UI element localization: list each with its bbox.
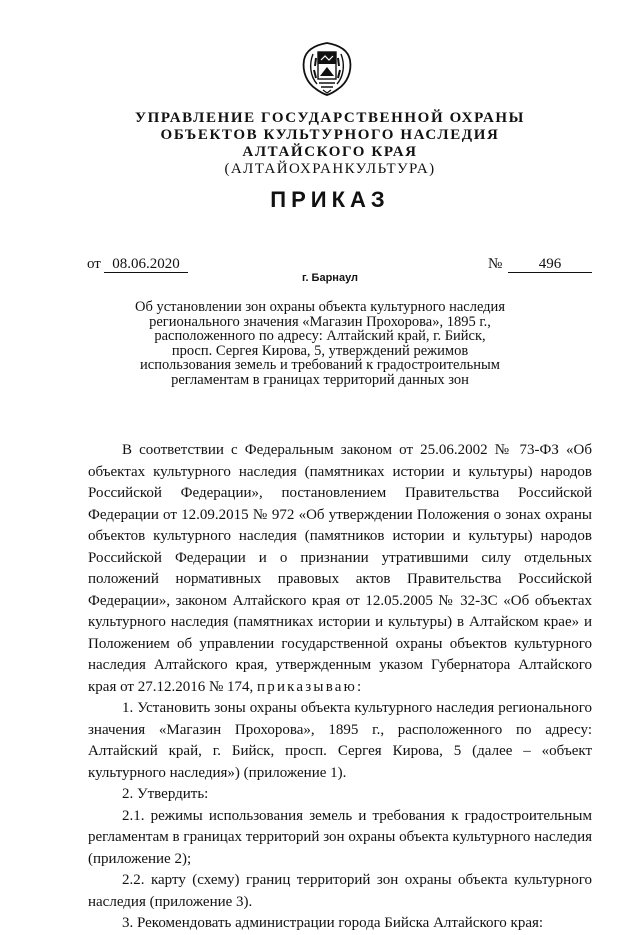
subject-line: использования земель и требований к градостроительным	[140, 357, 500, 374]
subject-line: расположенного по адресу: Алтайский край, г. Бийск,	[154, 328, 486, 345]
order-item: 2. Утвердить:	[122, 786, 209, 802]
order-item: 3. Рекомендовать администрации города Бийска Алтайского края:	[122, 915, 544, 931]
org-name-line-2: ОБЪЕКТОВ КУЛЬТУРНОГО НАСЛЕДИЯ	[160, 127, 500, 143]
coat-of-arms-icon	[299, 40, 355, 96]
date-prefix: от	[87, 256, 101, 272]
city-name: г. Барнаул	[301, 272, 359, 284]
order-item: 1. Установить зоны охраны объекта культурного наследия регионального значения «Магазин Прохорова», 1895 г., расположенного по адресу: Алтайский край, г. Бийск, просп. Сергея Кирова, 5 (далее – «объект культурного наследия») (приложение 1).	[88, 700, 592, 781]
subject-line: просп. Сергея Кирова, 5, утверждений режимов	[171, 342, 469, 359]
subject-line: регламентам в границах территорий данных зон	[171, 371, 469, 388]
document-body	[88, 440, 592, 935]
org-name-line-1: УПРАВЛЕНИЕ ГОСУДАРСТВЕННОЙ ОХРАНЫ	[135, 110, 525, 126]
org-abbreviation: (АЛТАЙОХРАНКУЛЬТУРА)	[224, 161, 436, 177]
order-item: 2.2. карту (схему) границ территорий зон охраны объекта культурного наследия (приложение 3).	[88, 872, 592, 910]
document-type-title: ПРИКАЗ	[270, 187, 390, 212]
subject-line: Об установлении зон охраны объекта культурного наследия	[135, 299, 505, 315]
order-word: приказываю:	[257, 678, 364, 695]
document-date: 08.06.2020	[104, 256, 188, 273]
document-subject	[90, 300, 550, 388]
org-name-line-3: АЛТАЙСКОГО КРАЯ	[242, 144, 418, 160]
document-number: 496	[508, 256, 592, 273]
order-item: 2.1. режимы использования земель и требования к градостроительным регламентам в границах территорий зон охраны объекта культурного наследия (приложение 2);	[88, 807, 592, 867]
subject-line: регионального значения «Магазин Прохорова», 1895 г.,	[149, 313, 491, 330]
number-prefix: №	[488, 256, 503, 272]
preamble-text: В соответствии с Федеральным законом от 25.06.2002 № 73-ФЗ «Об объектах культурного наследия (памятниках истории и культуры) народов Российской Федерации», постановлением Правительства Российской Федерации от 12.09.2015 № 972 «Об утверждении Положения о зонах охраны объектов культурного наследия (памятников истории и культуры) народов Российской Федерации и о признании утратившими силу отдельных положений нормативных правовых актов Правительства Российской Федерации», законом Алтайского края от 12.05.2005 № 32-ЗС «Об объектах культурного наследия (памятниках истории и культуры) в Алтайском крае» и Положением об управлении государственной охраны объектов культурного наследия Алтайского края, утвержденным указом Губернатора Алтайского края от 27.12.2016 № 174,	[88, 442, 592, 695]
preamble-paragraph	[88, 440, 592, 698]
